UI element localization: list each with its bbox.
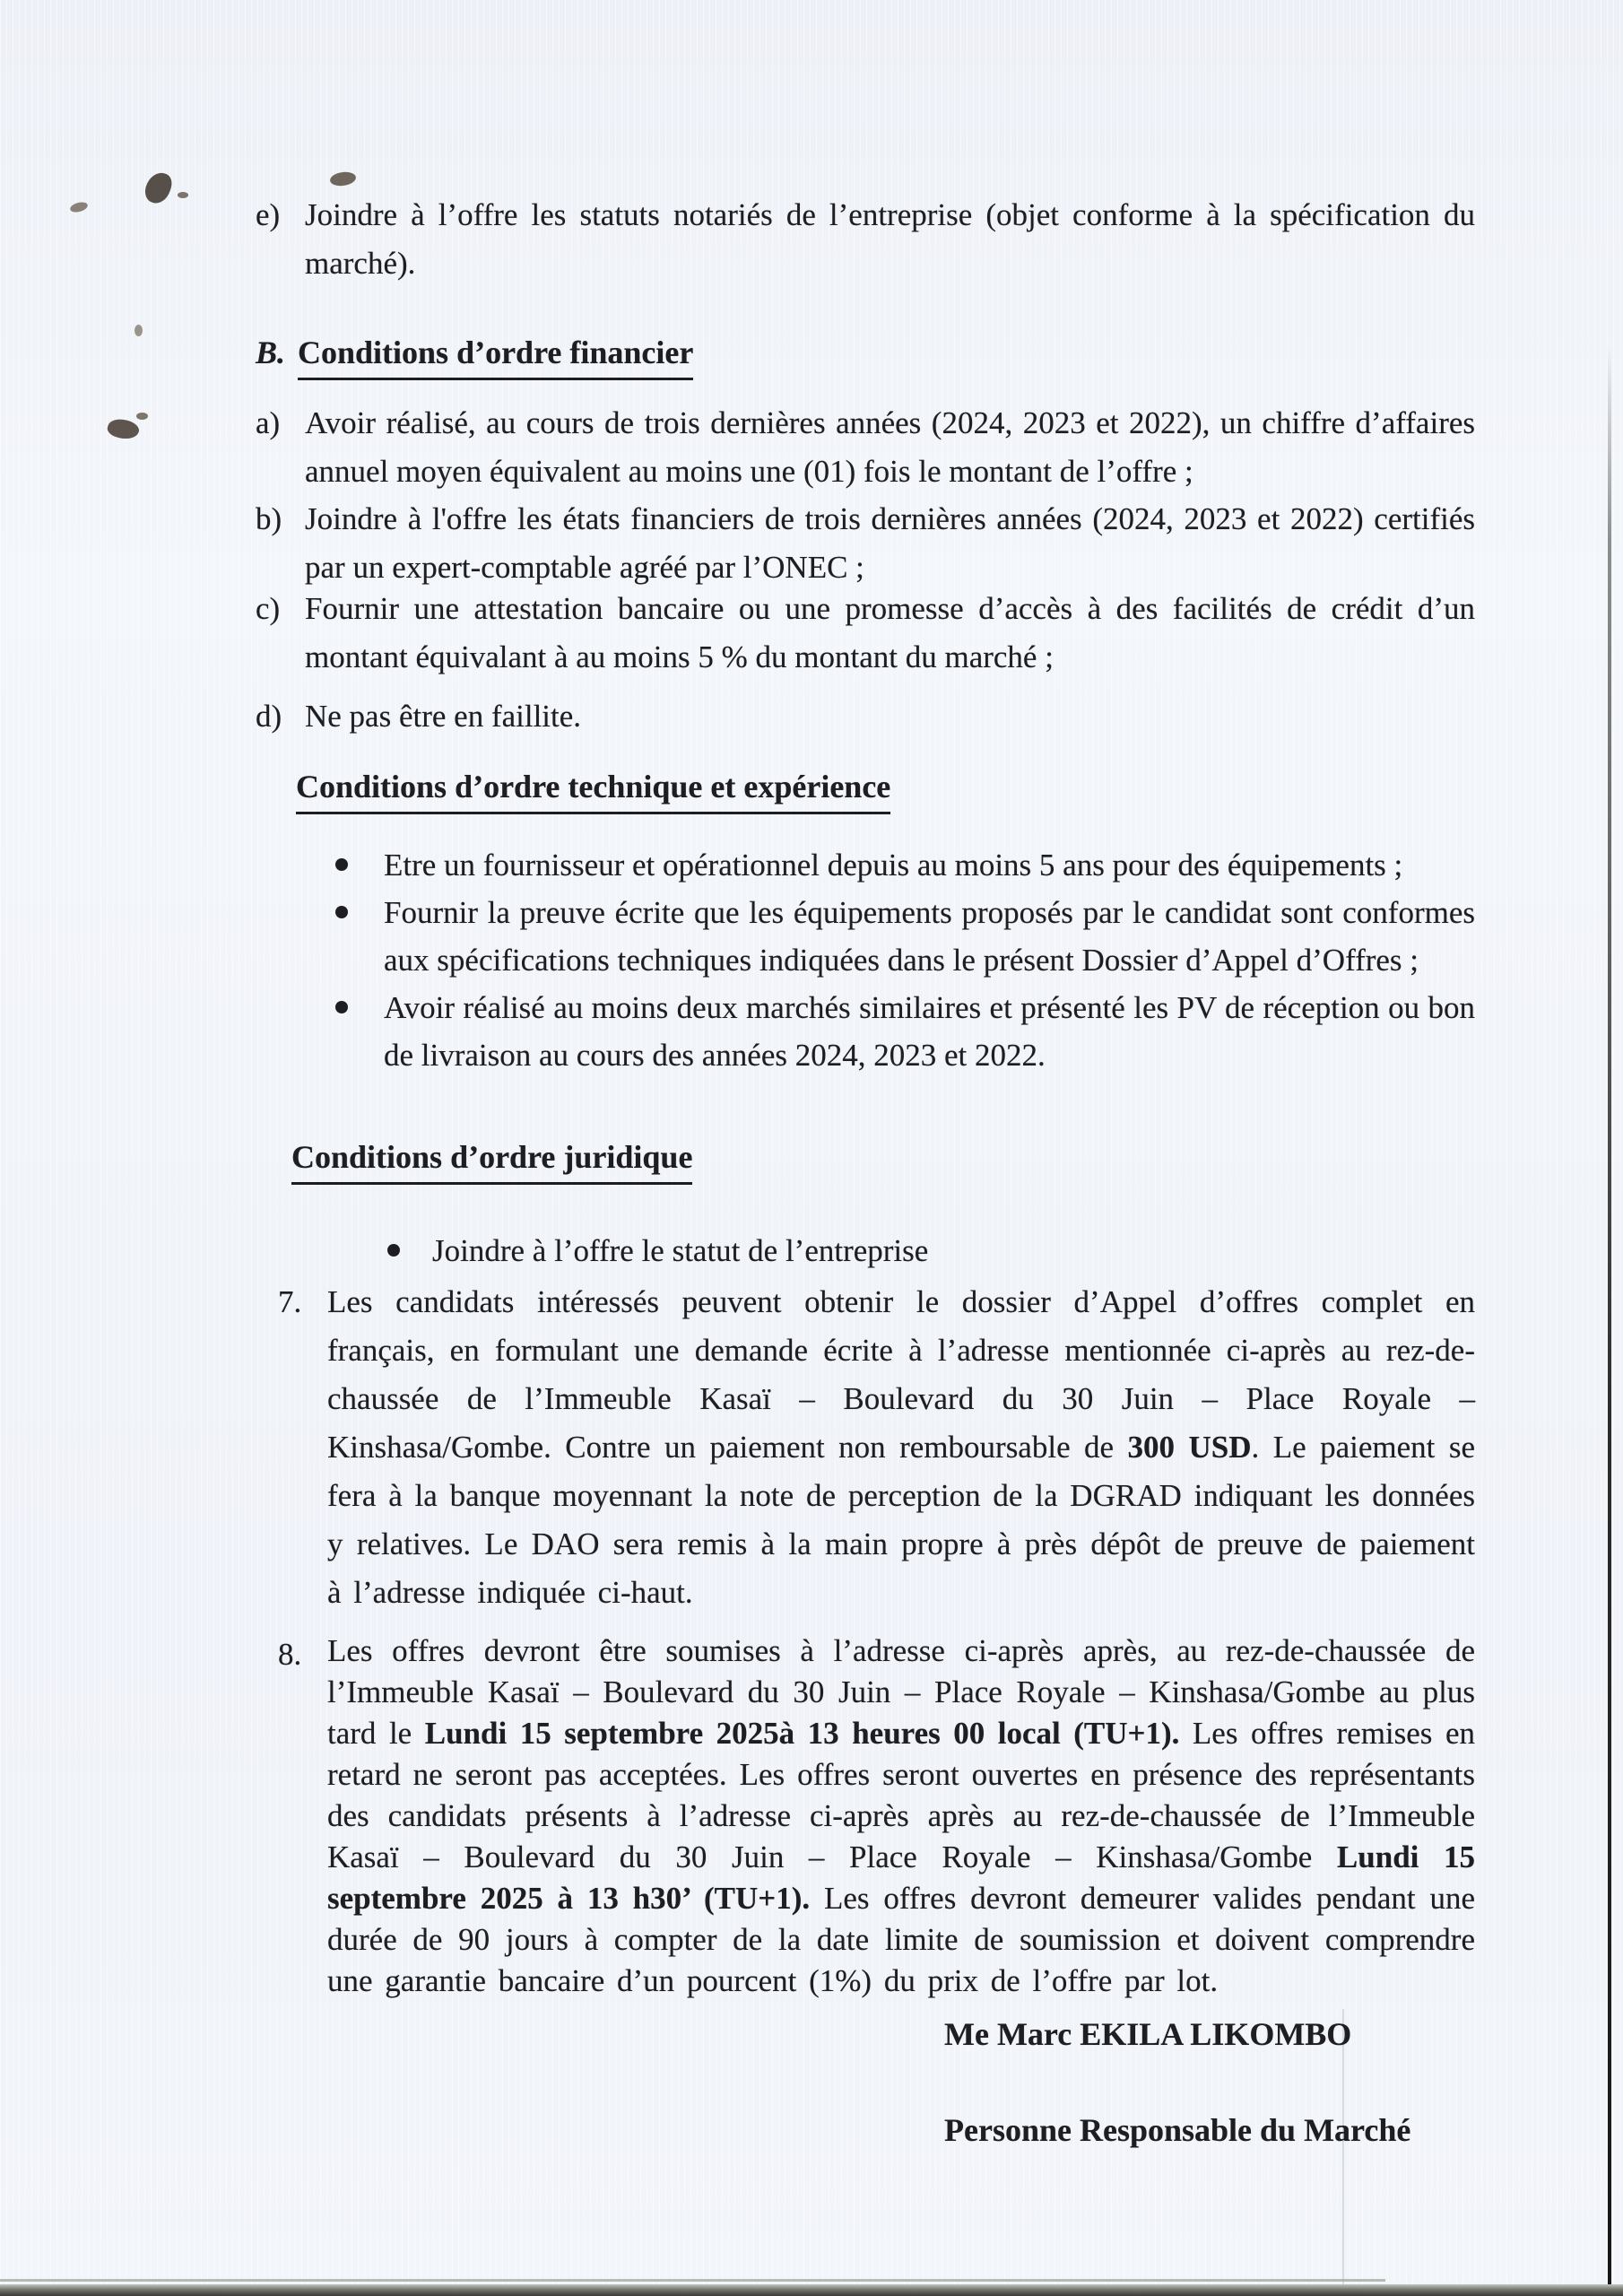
- bullet-text: Fournir la preuve écrite que les équipements proposés par le candidat sont conformes aux spécifications techniques indiquées dans le présent Dossier d’Appel d’Offres ;: [384, 895, 1475, 978]
- ink-speck: [329, 170, 357, 187]
- text-segment-bold: 300 USD: [1127, 1430, 1252, 1465]
- ink-speck: [135, 325, 143, 336]
- item-text: [327, 1631, 1475, 2002]
- list-item-b: [256, 495, 1475, 592]
- item-label: e): [256, 197, 281, 232]
- scan-edge-right-line: [1608, 345, 1611, 2296]
- section-financier-heading: [256, 330, 694, 380]
- bullet-icon: [335, 858, 348, 871]
- bullet-item: [334, 841, 1475, 889]
- signatory-name: Me Marc EKILA LIKOMBO: [944, 2016, 1352, 2052]
- item-text: Joindre à l’offre les statuts notariés de l’entreprise (objet conforme à la spécification du marché).: [305, 197, 1475, 281]
- list-item-e: [256, 191, 1475, 288]
- ink-speck: [142, 170, 174, 207]
- ink-speck: [69, 201, 89, 214]
- text-segment: Les offres remises en retard ne seront pas acceptées. Les offres seront ouvertes en présence des représentants des candidats présents à l’adresse ci-après après au rez-de-chaussée de l’Immeuble Kasaï – Boulevard du 30 Juin – Place Royale – Kinshasa/Gombe: [327, 1716, 1475, 1874]
- section-title: Conditions d’ordre juridique: [291, 1135, 692, 1185]
- scan-edge-bottom-line: [0, 2279, 1385, 2282]
- section-title: Conditions d’ordre financier: [298, 330, 693, 380]
- item-text: [327, 1278, 1475, 1617]
- text-segment-bold: Lundi 15 septembre 2025 à 13 h30’ (TU+1).: [327, 1839, 1475, 1916]
- text-segment-bold: Lundi 15 septembre 2025à 13 heures 00 local (TU+1).: [424, 1716, 1180, 1751]
- list-item-d: [256, 692, 1475, 741]
- bullet-item: [334, 889, 1475, 984]
- juridique-bullet-item: [387, 1227, 928, 1275]
- bullet-text: Joindre à l’offre le statut de l’entreprise: [432, 1233, 929, 1268]
- item-number: 7.: [278, 1284, 302, 1319]
- numbered-item-7: [278, 1278, 1475, 1617]
- item-label: d): [256, 699, 282, 734]
- section-technique-heading: [296, 764, 890, 814]
- bullet-icon: [335, 1001, 348, 1013]
- bullet-icon: [335, 906, 348, 918]
- text-segment: . Le paiement se fera à la banque moyennant la note de perception de la DGRAD indiquant les données y relatives. Le DAO sera remis à la main propre à près dépôt de preuve de paiement à l’adresse indiquée ci-haut.: [327, 1430, 1475, 1610]
- bullet-text: Etre un fournisseur et opérationnel depuis au moins 5 ans pour des équipements ;: [384, 848, 1403, 883]
- item-text: Fournir une attestation bancaire ou une promesse d’accès à des facilités de crédit d’un montant équivalant à au moins 5 % du montant du marché ;: [305, 591, 1475, 674]
- numbered-item-8: [278, 1631, 1475, 2002]
- list-item-a: [256, 399, 1475, 496]
- technique-bullet-list: [334, 841, 1475, 1079]
- section-label: B.: [256, 335, 286, 370]
- scan-edge-bottom: [0, 2284, 1623, 2296]
- ink-speck: [106, 416, 141, 442]
- section-juridique-heading: [291, 1135, 692, 1185]
- item-label: a): [256, 405, 281, 440]
- bullet-text: Avoir réalisé au moins deux marchés similaires et présenté les PV de réception ou bon de livraison au cours des années 2024, 2023 et 2022.: [384, 990, 1475, 1073]
- text-segment: Les offres devront être soumises à l’adresse ci-après après, au rez-de-chaussée de l’Immeuble Kasaï – Boulevard du 30 Juin – Place Royale – Kinshasa/Gombe au plus tard le: [327, 1633, 1475, 1751]
- item-text: Ne pas être en faillite.: [305, 699, 582, 734]
- bullet-item: [334, 984, 1475, 1079]
- signatory-role: Personne Responsable du Marché: [944, 2112, 1411, 2148]
- section-title: Conditions d’ordre technique et expérience: [296, 764, 890, 814]
- ink-speck: [136, 413, 148, 420]
- bullet-icon: [387, 1244, 400, 1257]
- item-label: b): [256, 501, 282, 536]
- item-text: Avoir réalisé, au cours de trois dernières années (2024, 2023 et 2022), un chiffre d’affaires annuel moyen équivalent au moins une (01) fois le montant de l’offre ;: [305, 405, 1475, 489]
- list-item-c: [256, 585, 1475, 682]
- text-segment: Les offres devront demeurer valides pendant une durée de 90 jours à compter de la date limite de soumission et doivent comprendre une garantie bancaire d’un pourcent (1%) du prix de l’offre par lot.: [327, 1881, 1475, 1998]
- item-text: Joindre à l'offre les états financiers de trois dernières années (2024, 2023 et 2022) certifiés par un expert-comptable agréé par l’ONEC ;: [305, 501, 1475, 585]
- ink-speck: [178, 192, 188, 198]
- item-label: c): [256, 591, 281, 626]
- item-number: 8.: [278, 1637, 302, 1672]
- text-segment: Les candidats intéressés peuvent obtenir le dossier d’Appel d’offres complet en français, en formulant une demande écrite à l’adresse mentionnée ci-après au rez-de-chaussée de l’Immeuble Kasaï – Boulevard du 30 Juin – Place Royale – Kinshasa/Gombe. Contre un paiement non remboursable de: [327, 1284, 1475, 1465]
